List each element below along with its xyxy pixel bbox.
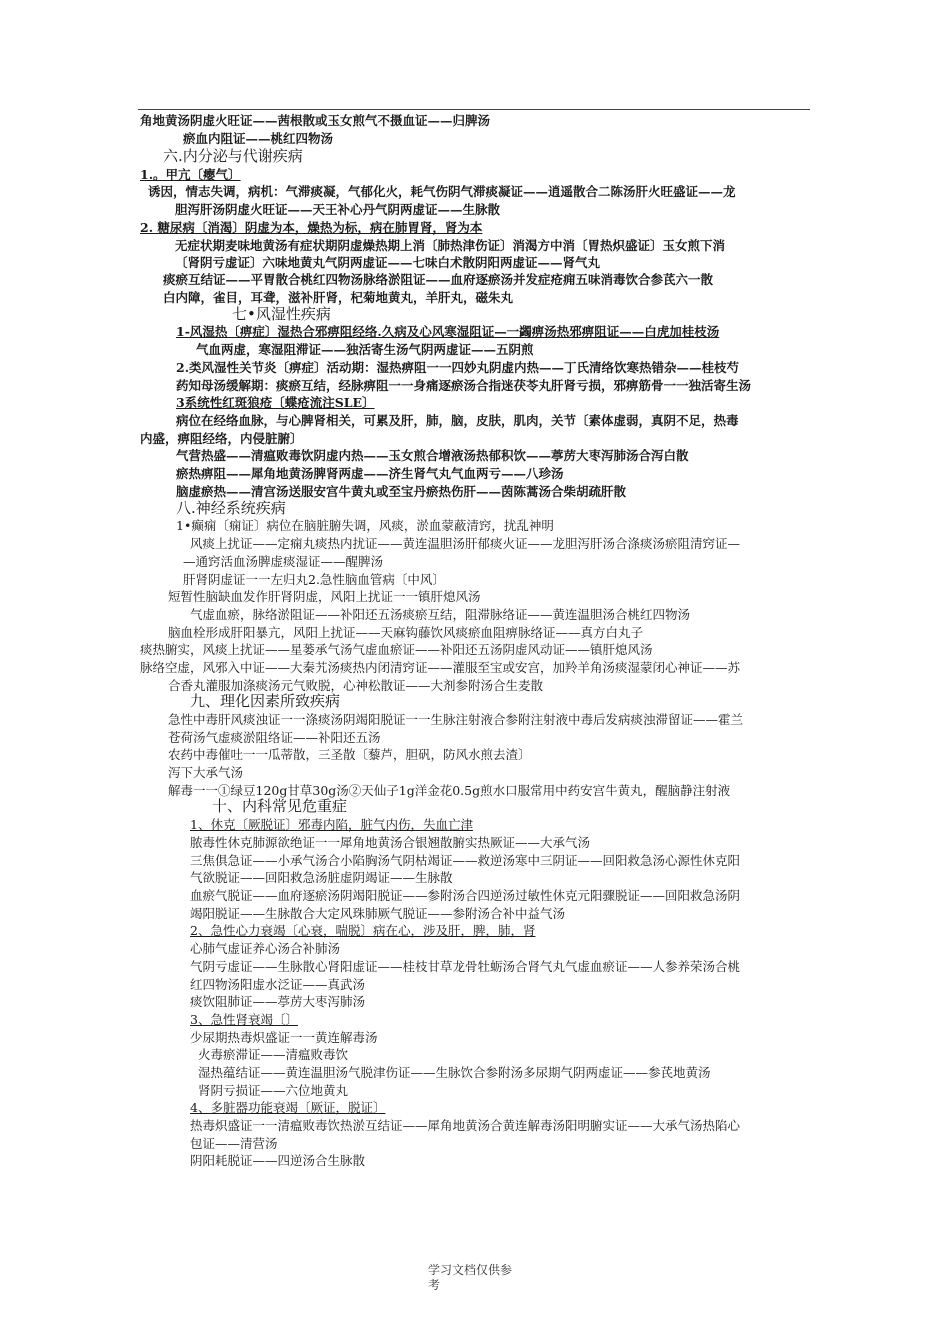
section-heading: 十、内科常见危重症 <box>212 797 348 815</box>
text-line: 白内障，雀目，耳聋，滋补肝肾，杞菊地黄丸，羊肝丸，磁朱丸 <box>163 290 514 305</box>
text-line: 解毒一一①绿豆120g甘草30g汤②天仙子1g洋金花0.5g煎水口服常用中药安宫牛黄丸，醒脑静注射液 <box>168 783 731 798</box>
text-line: 肾阴亏损证——六位地黄丸 <box>198 1083 349 1098</box>
text-line: 合香丸灌服加涤痰汤元气败脱，心神松散证——大剂参附汤合生麦散 <box>168 678 544 693</box>
text-line: 痰热腑实，风痰上扰证——星蒌承气汤气虚血瘀证——补阳还五汤阴虚风动证——镇肝熄风汤 <box>140 642 653 657</box>
text-line: 无症状期麦味地黄汤有症状期阴虚燥热期上消〔肺热津伤证〕消渴方中消〔胃热炽盛证〕玉女煎下消 <box>175 238 726 253</box>
text-line: 病位在经络血脉，与心脾肾相关，可累及肝，肺，脑，皮肤，肌肉，关节〔素体虚弱，真阴不足，热毒 <box>176 413 739 428</box>
subsection-heading: 4、多脏器功能衰竭〔厥证，脱证〕 <box>190 1100 386 1115</box>
text-line: 诱因，情志失调，病机：气滞痰凝，气郁化火，耗气伤阴气滞痰凝证——逍遥散合二陈汤肝火旺盛证——龙 <box>148 184 736 199</box>
text-line: 药知母汤缓解期：痰瘀互结，经脉痹阻一一身痛逐瘀汤合指迷茯苓丸肝肾亏损，邪痹筋骨一一独活寄生汤 <box>176 378 752 393</box>
subsection-heading: 3系统性红斑狼疮〔蝶疮流注SLE〕 <box>176 395 375 410</box>
text-line: 脑血栓形成肝阳暴亢，风阳上扰证——天麻钩藤饮风痰瘀血阻痹脉络证——真方白丸子 <box>168 625 644 640</box>
subsection-heading: 1.。甲亢〔瘿气〕 <box>140 167 241 182</box>
text-line: 痰饮阻肺证——葶苈大枣泻肺汤 <box>190 994 366 1009</box>
text-line: 脑虚瘀热——清宫汤送服安宫牛黄丸或至宝丹瘀热伤肝——茵陈蒿汤合柴胡疏肝散 <box>176 484 627 499</box>
text-line: 红四物汤阳虚水泛证——真武汤 <box>190 977 366 992</box>
text-line: 心肺气虚证养心汤合补肺汤 <box>190 941 341 956</box>
top-rule <box>138 109 810 110</box>
text-line: 血瘀气脱证——血府逐瘀汤阴竭阳脱证——参附汤合四逆汤过敏性休克元阳骤脱证——回阳救急汤阴 <box>190 888 741 903</box>
text-line: 风痰上扰证——定痫丸痰热内扰证——黄连温胆汤肝郁痰火证——龙胆泻肝汤合涤痰汤瘀阻清窍证— <box>190 536 741 551</box>
text-line: 包证——清营汤 <box>190 1136 278 1151</box>
text-line: —通窍活血汤脾虚痰湿证——醒脾汤 <box>183 554 384 569</box>
section-heading: 八.神经系统疾病 <box>176 499 286 517</box>
text-line: 气虚血瘀，脉络淤阻证——补阳还五汤痰瘀互结，阻滞脉络证——黄连温胆汤合桃红四物汤 <box>190 607 691 622</box>
text-line: 肝肾阴虚证一一左归丸2.急性脑血管病〔中风〕 <box>183 572 445 587</box>
text-line: 急性中毒肝风痰浊证一一涤痰汤阴竭阳脱证一一生脉注射液合参附注射液中毒后发病痰浊滞留证——霍兰 <box>168 712 744 727</box>
text-line: 瘀血内阻证——桃红四物汤 <box>183 131 334 146</box>
text-line: 胆泻肝汤阴虚火旺证——天王补心丹气阴两虚证——生脉散 <box>175 202 501 217</box>
text-line: 竭阳脱证——生脉散合大定风珠肺厥气脱证——参附汤合补中益气汤 <box>190 906 566 921</box>
text-line: 泻下大承气汤 <box>168 765 244 780</box>
subsection-heading: 3、急性肾衰竭〔〕 <box>190 1012 298 1027</box>
text-line: 苍荷汤气虚痰淤阻络证——补阳还五汤 <box>168 730 381 745</box>
footer-line: 学习文档仅供参 <box>428 1263 513 1277</box>
text-line: 农药中毒催吐一一瓜蒂散，三圣散〔藜芦，胆矾，防风水煎去渣〕 <box>168 747 531 762</box>
section-heading: 九、理化因素所致疾病 <box>190 692 341 710</box>
subsection-heading: 1、休克〔厥脱证〕邪毒内陷，脏气内伤，失血亡津 <box>190 817 473 832</box>
section-heading: 七•风湿性疾病 <box>232 305 331 323</box>
subsection-heading: 2、急性心力衰竭〔心衰，喘脱〕病在心，涉及肝，脾，肺，肾 <box>190 923 536 938</box>
text-line: 气阴亏虚证——生脉散心肾阳虚证——桂枝甘草龙骨牡蛎汤合肾气丸气虚血瘀证——人参养荣汤合桃 <box>190 959 741 974</box>
text-line: 痰瘀互结证——平胃散合桃红四物汤脉络淤阻证——血府逐瘀汤并发症疮痈五味消毒饮合参芪六一散 <box>163 272 714 287</box>
text-line: 气营热盛——清瘟败毒饮阴虚内热——玉女煎合增液汤热郁积饮——葶苈大枣泻肺汤合泻白散 <box>176 448 689 463</box>
text-line: 阴阳耗脱证——四逆汤合生脉散 <box>190 1153 366 1168</box>
text-line: 气欲脱证——回阳救急汤脏虚阴竭证——生脉散 <box>190 870 453 885</box>
text-line: 热毒炽盛证一一清瘟败毒饮热淤互结证——犀角地黄汤合黄连解毒汤阳明腑实证——大承气汤热陷心 <box>190 1118 741 1133</box>
subsection-heading: 1•癫痫〔痫证〕病位在脑脏腑失调，风痰，淤血蒙蔽清窍，扰乱神明 <box>176 518 554 533</box>
text-line: 2.类风湿性关节炎〔痹症〕活动期：湿热痹阻一一四妙丸阴虚内热——丁氏清络饮寒热错杂——桂枝芍 <box>176 360 740 375</box>
text-line: 脉络空虚，风邪入中证——大秦艽汤痰热内闭清窍证——灌服至宝或安宫，加羚羊角汤痰湿蒙闭心神证——苏 <box>140 660 741 675</box>
subsection-heading: 1-风湿热〔痹症〕湿热合邪痹阻经络.久病及心风寒湿阻证—一蠲痹汤热邪痹阻证——白虎加桂枝汤 <box>176 324 720 339</box>
text-line: 短暂性脑缺血发作肝肾阴虚，风阳上扰证一一镇肝熄风汤 <box>168 589 481 604</box>
footer-line: 考 <box>428 1278 441 1292</box>
text-line: 少尿期热毒炽盛证一一黄连解毒汤 <box>190 1030 378 1045</box>
text-line: 脓毒性休克肺源欲绝证一一犀角地黄汤合银翘散腑实热厥证——大承气汤 <box>190 835 591 850</box>
text-line: 湿热蕴结证——黄连温胆汤气脱津伤证——生脉饮合参附汤多尿期气阴两虚证——参芪地黄汤 <box>198 1065 711 1080</box>
text-line: 角地黄汤阴虚火旺证——茜根散或玉女煎气不摄血证——归脾汤 <box>140 113 491 128</box>
text-line: 三焦俱急证——小承气汤合小陷胸汤气阴枯竭证——救逆汤寒中三阴证——回阳救急汤心源性休克阳 <box>190 853 741 868</box>
text-line: 瘀热痹阻——犀角地黄汤脾肾两虚——济生肾气丸气血两亏——八珍汤 <box>176 466 564 481</box>
subsection-heading: 2. 糖尿病〔消渴〕阴虚为本，燥热为标，病在肺胃肾，肾为本 <box>140 220 483 235</box>
text-line: 火毒瘀滞证——清瘟败毒饮 <box>198 1047 349 1062</box>
text-line: 内盛，痹阻经络，内侵脏腑〕 <box>140 431 303 446</box>
section-heading: 六.内分泌与代谢疾病 <box>163 147 303 165</box>
text-line: 气血两虚，寒湿阻滞证——独活寄生汤气阴两虚证——五阴煎 <box>196 342 534 357</box>
text-line: 〔肾阴亏虚证〕六味地黄丸气阴两虚证——七味白术散阴阳两虚证——肾气丸 <box>175 255 601 270</box>
